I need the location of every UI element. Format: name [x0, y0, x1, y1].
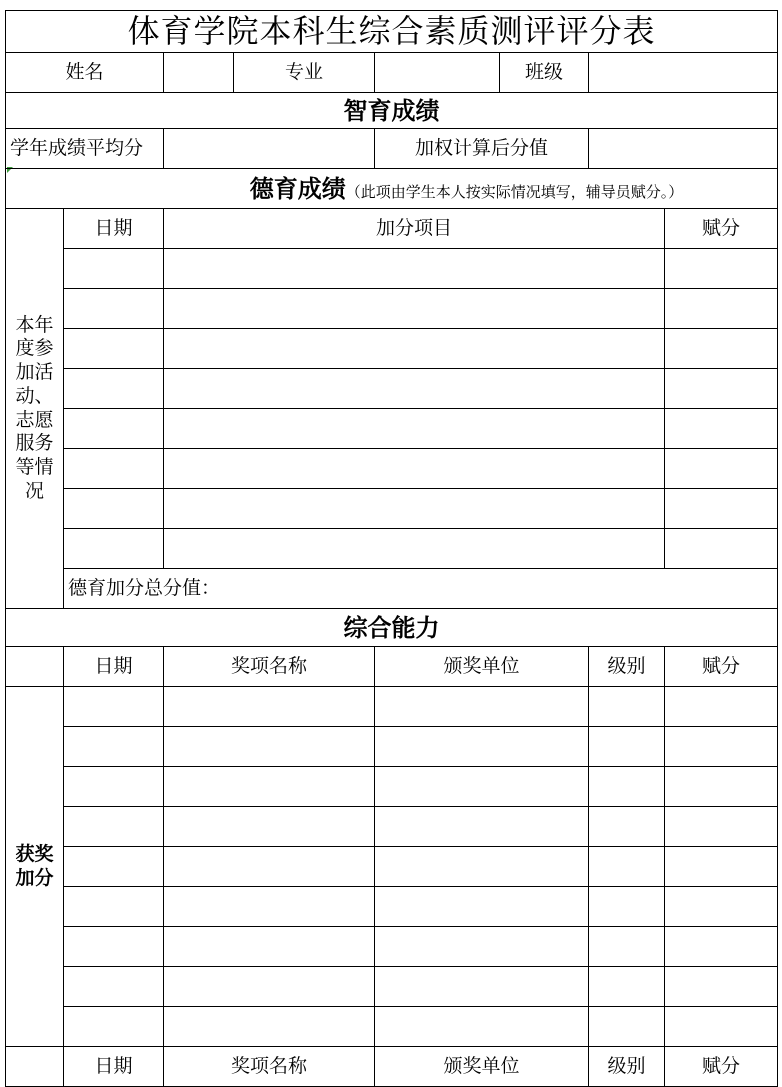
award-name-cell[interactable]	[164, 767, 375, 807]
award-level-cell[interactable]	[589, 767, 665, 807]
moral-item-cell[interactable]	[164, 449, 665, 489]
moral-item-cell[interactable]	[164, 409, 665, 449]
moral-date-cell[interactable]	[64, 489, 164, 529]
award-date-cell[interactable]	[64, 807, 164, 847]
moral-row	[6, 329, 778, 369]
award-date-cell[interactable]	[64, 967, 164, 1007]
moral-score-cell[interactable]	[665, 489, 778, 529]
award-row	[6, 887, 778, 927]
ability-heading: 综合能力	[6, 609, 778, 647]
weighted-score-field[interactable]	[589, 129, 778, 169]
award-score-cell[interactable]	[665, 927, 778, 967]
award-level-cell[interactable]	[589, 927, 665, 967]
award-score-cell[interactable]	[665, 727, 778, 767]
award-level-cell[interactable]	[589, 727, 665, 767]
award-row	[6, 847, 778, 887]
award-date-cell[interactable]	[64, 687, 164, 727]
gpa-label: 学年成绩平均分	[6, 129, 164, 169]
award-row	[6, 967, 778, 1007]
award-level-cell[interactable]	[589, 687, 665, 727]
award-name-cell[interactable]	[164, 887, 375, 927]
moral-row	[6, 289, 778, 329]
award-row	[6, 807, 778, 847]
award-level-cell[interactable]	[589, 887, 665, 927]
award-issuer-cell[interactable]	[375, 687, 589, 727]
activity-side-label-text: 本年度参加活动、志愿服务等情况	[15, 313, 54, 502]
award-score-cell[interactable]	[665, 807, 778, 847]
ability-col-issuer: 颁奖单位	[375, 647, 589, 687]
ability-col-level-2: 级别	[589, 1047, 665, 1087]
weighted-score-label: 加权计算后分值	[375, 129, 589, 169]
award-date-cell[interactable]	[64, 887, 164, 927]
moral-heading-note: （此项由学生本人按实际情况填写，辅导员赋分。）	[345, 182, 684, 201]
moral-col-item: 加分项目	[164, 209, 665, 249]
evaluation-form-table	[5, 10, 778, 1087]
moral-score-cell[interactable]	[665, 249, 778, 289]
ability-header-blank-2	[6, 1047, 64, 1087]
ability-col-score: 赋分	[665, 647, 778, 687]
award-row	[6, 687, 778, 727]
ability-col-date: 日期	[64, 647, 164, 687]
moral-date-cell[interactable]	[64, 289, 164, 329]
award-issuer-cell[interactable]	[375, 767, 589, 807]
moral-date-cell[interactable]	[64, 529, 164, 569]
award-side-label-text: 获奖加分	[15, 842, 54, 889]
moral-item-cell[interactable]	[164, 369, 665, 409]
moral-item-cell[interactable]	[164, 289, 665, 329]
gpa-field[interactable]	[164, 129, 375, 169]
award-name-cell[interactable]	[164, 967, 375, 1007]
moral-item-cell[interactable]	[164, 249, 665, 289]
moral-date-cell[interactable]	[64, 369, 164, 409]
moral-row	[6, 489, 778, 529]
ability-col-award: 奖项名称	[164, 647, 375, 687]
award-issuer-cell[interactable]	[375, 1007, 589, 1047]
moral-row	[6, 249, 778, 289]
award-issuer-cell[interactable]	[375, 887, 589, 927]
award-issuer-cell[interactable]	[375, 967, 589, 1007]
name-label: 姓名	[6, 53, 164, 93]
class-field[interactable]	[589, 53, 778, 93]
ability-col-score-2: 赋分	[665, 1047, 778, 1087]
award-row	[6, 767, 778, 807]
moral-date-cell[interactable]	[64, 329, 164, 369]
moral-item-cell[interactable]	[164, 489, 665, 529]
moral-date-cell[interactable]	[64, 449, 164, 489]
award-name-cell[interactable]	[164, 807, 375, 847]
moral-score-cell[interactable]	[665, 329, 778, 369]
ability-col-level: 级别	[589, 647, 665, 687]
award-name-cell[interactable]	[164, 1007, 375, 1047]
intellect-heading: 智育成绩	[6, 93, 778, 129]
award-name-cell[interactable]	[164, 927, 375, 967]
award-date-cell[interactable]	[64, 767, 164, 807]
form-title: 体育学院本科生综合素质测评评分表	[6, 11, 778, 53]
ability-col-date-2: 日期	[64, 1047, 164, 1087]
award-date-cell[interactable]	[64, 727, 164, 767]
moral-total-label: 德育加分总分值：	[64, 569, 778, 609]
moral-item-cell[interactable]	[164, 529, 665, 569]
moral-heading-text: 德育成绩	[249, 173, 346, 203]
award-issuer-cell[interactable]	[375, 727, 589, 767]
award-date-cell[interactable]	[64, 847, 164, 887]
major-label: 专业	[234, 53, 375, 93]
moral-item-cell[interactable]	[164, 329, 665, 369]
moral-score-cell[interactable]	[665, 529, 778, 569]
award-score-cell[interactable]	[665, 1007, 778, 1047]
award-score-cell[interactable]	[665, 767, 778, 807]
award-name-cell[interactable]	[164, 687, 375, 727]
award-issuer-cell[interactable]	[375, 807, 589, 847]
award-level-cell[interactable]	[589, 967, 665, 1007]
award-date-cell[interactable]	[64, 927, 164, 967]
moral-score-cell[interactable]	[665, 449, 778, 489]
moral-date-cell[interactable]	[64, 249, 164, 289]
award-name-cell[interactable]	[164, 727, 375, 767]
award-issuer-cell[interactable]	[375, 847, 589, 887]
award-date-cell[interactable]	[64, 1007, 164, 1047]
award-row	[6, 1007, 778, 1047]
moral-row	[6, 369, 778, 409]
moral-row	[6, 409, 778, 449]
award-score-cell[interactable]	[665, 887, 778, 927]
award-score-cell[interactable]	[665, 687, 778, 727]
major-field[interactable]	[375, 53, 500, 93]
award-side-label	[6, 687, 64, 1047]
ability-col-issuer-2: 颁奖单位	[375, 1047, 589, 1087]
award-row	[6, 727, 778, 767]
moral-col-date: 日期	[64, 209, 164, 249]
award-level-cell[interactable]	[589, 1007, 665, 1047]
ability-header-blank	[6, 647, 64, 687]
award-issuer-cell[interactable]	[375, 927, 589, 967]
moral-heading	[6, 169, 778, 209]
moral-date-cell[interactable]	[64, 409, 164, 449]
award-score-cell[interactable]	[665, 967, 778, 1007]
moral-row	[6, 529, 778, 569]
name-field[interactable]	[164, 53, 234, 93]
award-level-cell[interactable]	[589, 807, 665, 847]
award-row	[6, 927, 778, 967]
moral-score-cell[interactable]	[665, 369, 778, 409]
award-level-cell[interactable]	[589, 847, 665, 887]
moral-row	[6, 449, 778, 489]
award-score-cell[interactable]	[665, 847, 778, 887]
award-name-cell[interactable]	[164, 847, 375, 887]
moral-col-score: 赋分	[665, 209, 778, 249]
ability-col-award-2: 奖项名称	[164, 1047, 375, 1087]
activity-side-label	[6, 209, 64, 609]
moral-score-cell[interactable]	[665, 409, 778, 449]
moral-score-cell[interactable]	[665, 289, 778, 329]
class-label: 班级	[500, 53, 589, 93]
